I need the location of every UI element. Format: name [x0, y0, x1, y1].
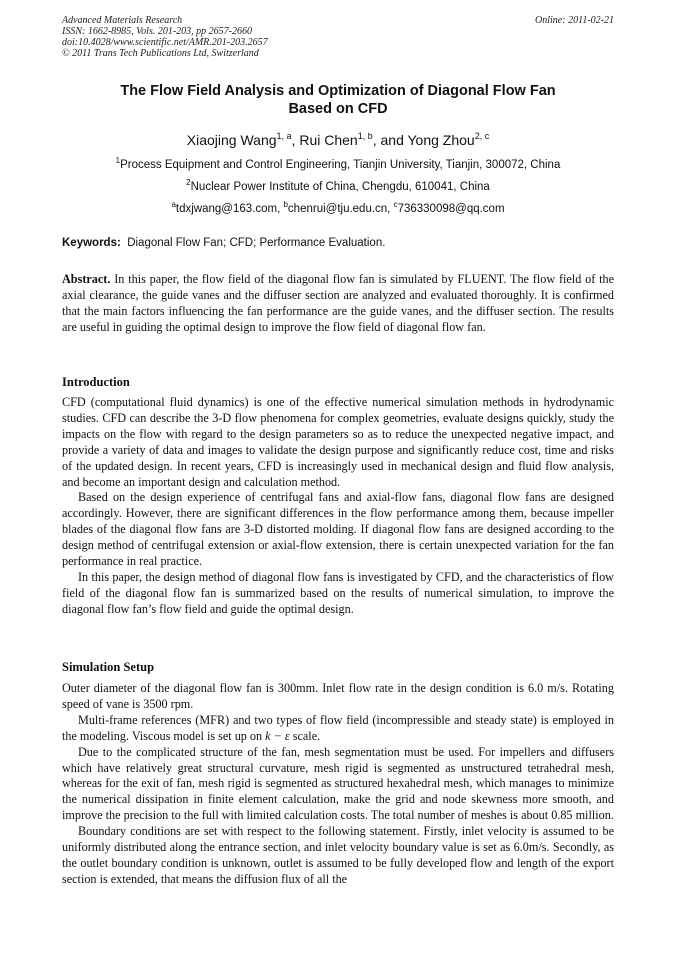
simulation-setup-heading: Simulation Setup [62, 660, 155, 674]
simulation-paragraph-3: Due to the complicated structure of the fan, mesh segmentation must be used. For impellers and diffusers which have relatively great structural curvature, mesh rigid is segmented as unstructured tetrahedral mesh, whereas for the exit of fan, mesh rigid is segmented as structured hexahedral mesh, which manages to minimize the numerical dissipation in finite element calculation, make the grid and node skewness more smooth, and improve the precision to the full with limited calculation costs. The total number of meshes is about 0.85 million. [62, 744, 614, 823]
simulation-paragraph-4: Boundary conditions are set with respect to the following statement. Firstly, inlet velocity is assumed to be uniformly distributed along the entrance section, and inlet velocity boundary value is set as 6.0m/s. Secondly, as the outlet boundary condition is unknown, outlet is assumed to be fully developed flow and length of the export section is extended, that means the diffusion flux of all the [62, 824, 614, 886]
keywords-label: Keywords: [62, 237, 121, 249]
copyright-line: © 2011 Trans Tech Publications Ltd, Switzerland [62, 48, 259, 59]
issn-line: ISSN: 1662-8985, Vols. 201-203, pp 2657-2660 [62, 26, 252, 37]
affiliation-superscript: 1 [115, 156, 121, 165]
email-address[interactable]: chenrui@tju.edu.cn, [287, 203, 394, 215]
keywords-text: Diagonal Flow Fan; CFD; Performance Evaluation. [127, 237, 386, 249]
author-separator: , and [372, 132, 408, 148]
author-name: Rui Chen [299, 132, 358, 148]
author-superscript: 1, a [276, 131, 292, 141]
keywords-line [62, 236, 385, 250]
affiliation-superscript: 2 [186, 178, 191, 187]
author-name: Xiaojing Wang [186, 132, 277, 148]
paper-title [62, 82, 614, 118]
journal-name: Advanced Materials Research [62, 15, 183, 26]
email-address[interactable]: tdxjwang@163.com, [175, 203, 284, 215]
simulation-paragraph-2-end: scale. [289, 728, 321, 743]
affiliation-1 [62, 158, 614, 172]
email-superscript: a [171, 200, 176, 209]
k-epsilon-math: k − ε [265, 728, 290, 743]
abstract-text: In this paper, the flow field of the diagonal flow fan is simulated by FLUENT. The flow field of the axial clearance, the guide vanes and the diffuser section are analyzed and evaluated thoroughly. It is confirmed that the main factors influencing the fan performance are the guide vanes, and the diffuser section. The results are useful in guiding the optimal design to improve the flow field of diagonal flow fan. [62, 272, 615, 334]
affiliation-2 [62, 180, 614, 194]
author-superscript: 1, b [357, 131, 373, 141]
doi-line: doi:10.4028/www.scientific.net/AMR.201-203.2657 [62, 37, 268, 48]
author-name: Yong Zhou [407, 132, 475, 148]
abstract-label: Abstract. [62, 272, 111, 286]
simulation-paragraph-1: Outer diameter of the diagonal flow fan is 300mm. Inlet flow rate in the design condition is 6.0 m/s. Rotating speed of vane is 3500 rpm. [62, 681, 614, 711]
author-superscript: 2, c [474, 131, 490, 141]
email-superscript: b [283, 200, 288, 209]
email-address[interactable]: 736330098@qq.com [397, 203, 505, 215]
title-line-2: Based on CFD [288, 101, 388, 117]
introduction-body [62, 395, 614, 618]
affiliation-text: Process Equipment and Control Engineering, Tianjin University, Tianjin, 300072, China [120, 159, 561, 171]
author-list [62, 131, 614, 149]
email-superscript: c [393, 200, 398, 209]
abstract-paragraph [62, 272, 614, 336]
introduction-paragraph-2: Based on the design experience of centrifugal fans and axial-flow fans, diagonal flow fans are designed accordingly. However, there are significant differences in the flow performance among them, because impeller blades of the diagonal flow fans are 3-D distorted molding. If diagonal flow fans are designed according to the design method of centrifugal extension or axial-flow extension, there is certain unexpected variation for the fan performance in real practice. [62, 490, 614, 569]
online-date: Online: 2011-02-21 [535, 15, 614, 26]
email-line [62, 202, 614, 216]
title-line-1: The Flow Field Analysis and Optimization of Diagonal Flow Fan [120, 83, 556, 99]
introduction-paragraph-3: In this paper, the design method of diagonal flow fans is investigated by CFD, and the characteristics of flow field of the diagonal flow fan is summarized based on the results of numerical simulation, to improve the diagonal flow fan’s flow field and guide the optimal design. [62, 569, 614, 616]
journal-header [62, 15, 268, 59]
affiliation-text: Nuclear Power Institute of China, Chengdu, 610041, China [190, 181, 490, 193]
simulation-paragraph-2-text: Multi-frame references (MFR) and two types of flow field (incompressible and steady state) is employed in the modeling. Viscous model is set up on [62, 712, 614, 743]
simulation-setup-body [62, 681, 614, 888]
introduction-paragraph-1: CFD (computational fluid dynamics) is one of the effective numerical simulation methods in hydrodynamic studies. CFD can describe the 3-D flow phenomena for complex geometries, evaluate designs quickly, study the impacts on the flow with regard to the design parameters so as to reduce the unexpected negative impact, and provide a variety of data and images to validate the design purpose and significantly reduce cost, time and risks of the updated design. In recent years, CFD is increasingly used in mechanical design and fluid flow analysis, and become an important design and calculation method. [62, 395, 614, 489]
simulation-paragraph-2 [62, 713, 614, 745]
introduction-heading: Introduction [62, 375, 130, 389]
author-separator: , [291, 132, 300, 148]
